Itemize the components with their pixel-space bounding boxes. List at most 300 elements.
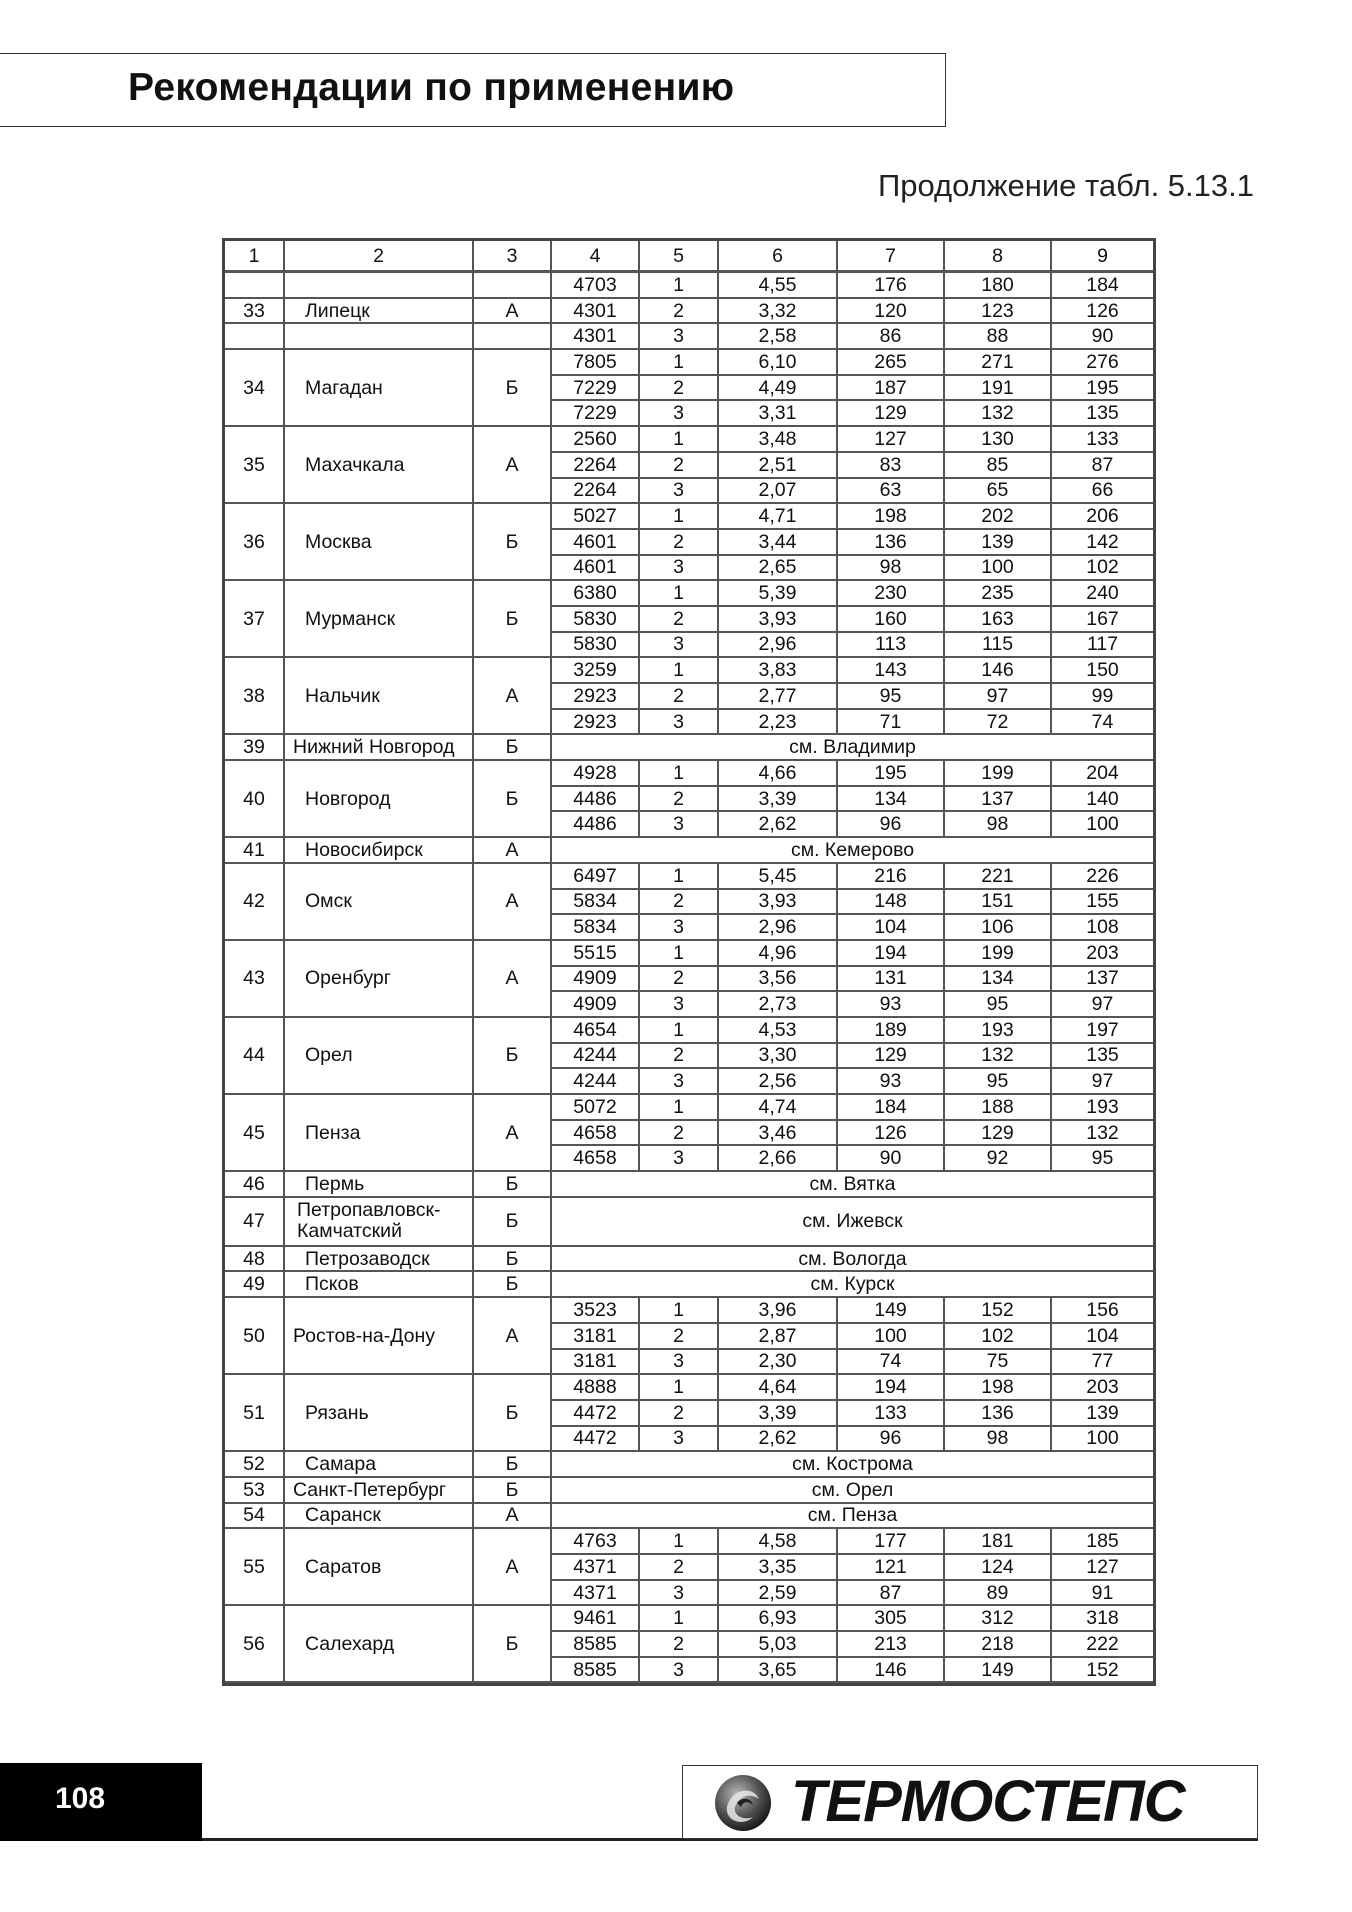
value-cell: 198 (945, 1375, 1052, 1401)
reference-cell: см. Кострома (552, 1452, 1153, 1478)
value-cell: 150 (1052, 658, 1153, 684)
value-cell: 226 (1052, 864, 1153, 890)
value-cell: 184 (838, 1095, 945, 1121)
city-number-cell: 43 (225, 941, 285, 1018)
city-number-cell: 40 (225, 761, 285, 838)
value-cell: 98 (838, 556, 945, 582)
zone-cell: Б (474, 1375, 552, 1452)
value-cell: 83 (838, 453, 945, 479)
city-number-cell: 39 (225, 735, 285, 761)
reference-cell: см. Пенза (552, 1504, 1153, 1530)
value-cell: 8585 (552, 1658, 640, 1684)
city-number-cell: 52 (225, 1452, 285, 1478)
value-cell: 3259 (552, 658, 640, 684)
table-row (225, 504, 1153, 530)
table-row (225, 1606, 1153, 1632)
value-cell: 312 (945, 1606, 1052, 1632)
city-name-cell: Петропавловск-Камчатский (285, 1198, 474, 1247)
value-cell: 1 (640, 1375, 719, 1401)
value-cell: 4301 (552, 299, 640, 325)
city-name-cell: Новгород (285, 761, 474, 838)
city-number-cell (225, 273, 285, 299)
value-cell: 1 (640, 504, 719, 530)
value-cell: 2,77 (719, 684, 838, 710)
value-cell: 5830 (552, 607, 640, 633)
zone-cell: А (474, 658, 552, 735)
value-cell: 4601 (552, 556, 640, 582)
city-number-cell: 41 (225, 838, 285, 864)
value-cell: 97 (1052, 1069, 1153, 1095)
value-cell: 127 (838, 427, 945, 453)
value-cell: 89 (945, 1581, 1052, 1607)
value-cell: 137 (1052, 967, 1153, 993)
value-cell: 1 (640, 1606, 719, 1632)
value-cell: 216 (838, 864, 945, 890)
value-cell: 129 (945, 1121, 1052, 1147)
value-cell: 2 (640, 1555, 719, 1581)
city-name-cell: Омск (285, 864, 474, 941)
city-number-cell: 44 (225, 1018, 285, 1095)
value-cell: 92 (945, 1146, 1052, 1172)
value-cell: 4654 (552, 1018, 640, 1044)
table-row (225, 1504, 1153, 1530)
value-cell: 1 (640, 350, 719, 376)
value-cell: 3 (640, 1069, 719, 1095)
value-cell: 318 (1052, 1606, 1153, 1632)
value-cell: 66 (1052, 479, 1153, 505)
swirl-emblem-icon (713, 1773, 773, 1833)
reference-cell: см. Орел (552, 1478, 1153, 1504)
table-row (225, 1198, 1153, 1247)
value-cell: 2264 (552, 453, 640, 479)
value-cell: 203 (1052, 1375, 1153, 1401)
column-header: 7 (838, 241, 945, 273)
value-cell: 93 (838, 1069, 945, 1095)
city-name-cell: Псков (285, 1272, 474, 1298)
value-cell: 100 (838, 1324, 945, 1350)
value-cell: 176 (838, 273, 945, 299)
value-cell: 4472 (552, 1427, 640, 1453)
value-cell: 126 (1052, 299, 1153, 325)
zone-cell (474, 324, 552, 350)
zone-cell: А (474, 838, 552, 864)
table-row (225, 864, 1153, 890)
zone-cell: А (474, 1504, 552, 1530)
value-cell: 5027 (552, 504, 640, 530)
value-cell: 2 (640, 299, 719, 325)
value-cell: 4658 (552, 1146, 640, 1172)
value-cell: 124 (945, 1555, 1052, 1581)
value-cell: 4703 (552, 273, 640, 299)
city-name-cell: Нижний Новгород (285, 735, 474, 761)
value-cell: 2 (640, 1632, 719, 1658)
value-cell: 95 (838, 684, 945, 710)
value-cell: 5,39 (719, 581, 838, 607)
zone-cell: А (474, 1529, 552, 1606)
value-cell: 4928 (552, 761, 640, 787)
city-number-cell: 33 (225, 299, 285, 325)
column-header: 9 (1052, 241, 1153, 273)
reference-cell: см. Курск (552, 1272, 1153, 1298)
value-cell: 240 (1052, 581, 1153, 607)
value-cell: 1 (640, 427, 719, 453)
value-cell: 134 (945, 967, 1052, 993)
city-name-cell: Махачкала (285, 427, 474, 504)
city-name-cell: Петрозаводск (285, 1247, 474, 1273)
column-header: 5 (640, 241, 719, 273)
value-cell: 193 (1052, 1095, 1153, 1121)
zone-cell: Б (474, 504, 552, 581)
city-name-cell: Санкт-Петербург (285, 1478, 474, 1504)
value-cell: 218 (945, 1632, 1052, 1658)
value-cell: 2 (640, 1044, 719, 1070)
city-number-cell: 47 (225, 1198, 285, 1247)
table-row (225, 1298, 1153, 1324)
value-cell: 148 (838, 890, 945, 916)
value-cell: 3 (640, 1427, 719, 1453)
value-cell: 3,65 (719, 1658, 838, 1684)
value-cell: 4,53 (719, 1018, 838, 1044)
zone-cell: Б (474, 581, 552, 658)
value-cell: 1 (640, 1298, 719, 1324)
value-cell: 120 (838, 299, 945, 325)
value-cell: 194 (838, 1375, 945, 1401)
table-row (225, 581, 1153, 607)
value-cell: 3 (640, 812, 719, 838)
table-row (225, 273, 1153, 299)
value-cell: 2 (640, 607, 719, 633)
value-cell: 199 (945, 941, 1052, 967)
value-cell: 139 (1052, 1401, 1153, 1427)
value-cell: 2,23 (719, 710, 838, 736)
city-name-cell: Рязань (285, 1375, 474, 1452)
value-cell: 194 (838, 941, 945, 967)
value-cell: 7229 (552, 376, 640, 402)
value-cell: 123 (945, 299, 1052, 325)
value-cell: 129 (838, 401, 945, 427)
value-cell: 96 (838, 1427, 945, 1453)
value-cell: 132 (945, 401, 1052, 427)
zone-cell: А (474, 941, 552, 1018)
value-cell: 155 (1052, 890, 1153, 916)
value-cell: 181 (945, 1529, 1052, 1555)
value-cell: 74 (838, 1350, 945, 1376)
value-cell: 222 (1052, 1632, 1153, 1658)
zone-cell: Б (474, 1478, 552, 1504)
zone-cell: Б (474, 761, 552, 838)
value-cell: 2,59 (719, 1581, 838, 1607)
value-cell: 4,74 (719, 1095, 838, 1121)
value-cell: 177 (838, 1529, 945, 1555)
value-cell: 5834 (552, 915, 640, 941)
value-cell: 106 (945, 915, 1052, 941)
value-cell: 108 (1052, 915, 1153, 941)
value-cell: 191 (945, 376, 1052, 402)
city-number-cell: 55 (225, 1529, 285, 1606)
city-name-cell: Саратов (285, 1529, 474, 1606)
city-number-cell: 36 (225, 504, 285, 581)
value-cell: 2 (640, 890, 719, 916)
brand-logo (682, 1765, 1258, 1839)
city-name-cell: Орел (285, 1018, 474, 1095)
city-name-cell: Новосибирск (285, 838, 474, 864)
table-row (225, 1478, 1153, 1504)
value-cell: 1 (640, 864, 719, 890)
city-number-cell: 38 (225, 658, 285, 735)
city-name-cell: Оренбург (285, 941, 474, 1018)
value-cell: 102 (945, 1324, 1052, 1350)
table-row (225, 838, 1153, 864)
value-cell: 143 (838, 658, 945, 684)
value-cell: 5,03 (719, 1632, 838, 1658)
value-cell: 3 (640, 556, 719, 582)
section-header (0, 53, 946, 127)
reference-cell: см. Ижевск (552, 1198, 1153, 1247)
reference-cell: см. Вятка (552, 1172, 1153, 1198)
table-row (225, 1272, 1153, 1298)
value-cell: 213 (838, 1632, 945, 1658)
column-header: 3 (474, 241, 552, 273)
city-name-cell (285, 273, 474, 299)
value-cell: 3 (640, 710, 719, 736)
value-cell: 3,48 (719, 427, 838, 453)
value-cell: 1 (640, 1018, 719, 1044)
value-cell: 221 (945, 864, 1052, 890)
value-cell: 3,31 (719, 401, 838, 427)
city-number-cell: 50 (225, 1298, 285, 1375)
city-name-cell: Пермь (285, 1172, 474, 1198)
zone-cell (474, 273, 552, 299)
value-cell: 7805 (552, 350, 640, 376)
value-cell: 9461 (552, 1606, 640, 1632)
city-number-cell: 35 (225, 427, 285, 504)
value-cell: 2 (640, 967, 719, 993)
table-row (225, 1452, 1153, 1478)
value-cell: 3 (640, 324, 719, 350)
value-cell: 95 (1052, 1146, 1153, 1172)
value-cell: 4,58 (719, 1529, 838, 1555)
reference-cell: см. Вологда (552, 1247, 1153, 1273)
value-cell: 197 (1052, 1018, 1153, 1044)
table-row (225, 1172, 1153, 1198)
value-cell: 135 (1052, 401, 1153, 427)
value-cell: 65 (945, 479, 1052, 505)
value-cell: 5515 (552, 941, 640, 967)
value-cell: 160 (838, 607, 945, 633)
table-header-row (225, 241, 1153, 273)
value-cell: 3 (640, 1350, 719, 1376)
value-cell: 4909 (552, 992, 640, 1018)
value-cell: 132 (1052, 1121, 1153, 1147)
city-name-cell: Салехард (285, 1606, 474, 1683)
value-cell: 149 (945, 1658, 1052, 1684)
value-cell: 96 (838, 812, 945, 838)
value-cell: 2 (640, 530, 719, 556)
value-cell: 102 (1052, 556, 1153, 582)
value-cell: 2,96 (719, 633, 838, 659)
value-cell: 4,66 (719, 761, 838, 787)
value-cell: 1 (640, 1529, 719, 1555)
value-cell: 2,07 (719, 479, 838, 505)
table-row (225, 299, 1153, 325)
column-header: 1 (225, 241, 285, 273)
table-row (225, 1095, 1153, 1121)
page-number-box (0, 1763, 202, 1841)
city-name-cell: Самара (285, 1452, 474, 1478)
value-cell: 2264 (552, 479, 640, 505)
value-cell: 3,96 (719, 1298, 838, 1324)
table-row (225, 1247, 1153, 1273)
value-cell: 167 (1052, 607, 1153, 633)
city-name-cell: Мурманск (285, 581, 474, 658)
zone-cell: Б (474, 1018, 552, 1095)
value-cell: 1 (640, 273, 719, 299)
value-cell: 100 (945, 556, 1052, 582)
value-cell: 146 (838, 1658, 945, 1684)
value-cell: 4,96 (719, 941, 838, 967)
value-cell: 3 (640, 1581, 719, 1607)
value-cell: 139 (945, 530, 1052, 556)
brand-logo-text: ТЕРМОСТЕПС (791, 1769, 1185, 1834)
value-cell: 2,30 (719, 1350, 838, 1376)
city-number-cell: 45 (225, 1095, 285, 1172)
value-cell: 2923 (552, 684, 640, 710)
zone-cell: А (474, 1095, 552, 1172)
value-cell: 2 (640, 1121, 719, 1147)
value-cell: 4,55 (719, 273, 838, 299)
value-cell: 3181 (552, 1324, 640, 1350)
value-cell: 3,39 (719, 1401, 838, 1427)
value-cell: 3,30 (719, 1044, 838, 1070)
city-name-cell: Магадан (285, 350, 474, 427)
value-cell: 2923 (552, 710, 640, 736)
value-cell: 230 (838, 581, 945, 607)
value-cell: 3,56 (719, 967, 838, 993)
value-cell: 133 (1052, 427, 1153, 453)
zone-cell: Б (474, 1198, 552, 1247)
value-cell: 4,49 (719, 376, 838, 402)
value-cell: 3,35 (719, 1555, 838, 1581)
value-cell: 4371 (552, 1555, 640, 1581)
table-row (225, 941, 1153, 967)
value-cell: 3181 (552, 1350, 640, 1376)
value-cell: 4472 (552, 1401, 640, 1427)
value-cell: 2560 (552, 427, 640, 453)
value-cell: 137 (945, 787, 1052, 813)
value-cell: 75 (945, 1350, 1052, 1376)
value-cell: 235 (945, 581, 1052, 607)
value-cell: 156 (1052, 1298, 1153, 1324)
value-cell: 127 (1052, 1555, 1153, 1581)
zone-cell: А (474, 427, 552, 504)
value-cell: 198 (838, 504, 945, 530)
value-cell: 193 (945, 1018, 1052, 1044)
value-cell: 4244 (552, 1069, 640, 1095)
city-name-cell: Москва (285, 504, 474, 581)
value-cell: 86 (838, 324, 945, 350)
value-cell: 100 (1052, 1427, 1153, 1453)
value-cell: 3 (640, 992, 719, 1018)
value-cell: 3 (640, 633, 719, 659)
value-cell: 2,62 (719, 1427, 838, 1453)
city-number-cell: 54 (225, 1504, 285, 1530)
value-cell: 91 (1052, 1581, 1153, 1607)
value-cell: 134 (838, 787, 945, 813)
value-cell: 2 (640, 1324, 719, 1350)
value-cell: 6,93 (719, 1606, 838, 1632)
value-cell: 74 (1052, 710, 1153, 736)
value-cell: 129 (838, 1044, 945, 1070)
value-cell: 1 (640, 1095, 719, 1121)
value-cell: 63 (838, 479, 945, 505)
value-cell: 3 (640, 1146, 719, 1172)
table-row (225, 1375, 1153, 1401)
reference-cell: см. Кемерово (552, 838, 1153, 864)
value-cell: 133 (838, 1401, 945, 1427)
zone-cell: Б (474, 1272, 552, 1298)
city-number-cell: 37 (225, 581, 285, 658)
value-cell: 199 (945, 761, 1052, 787)
value-cell: 2,56 (719, 1069, 838, 1095)
table-row (225, 735, 1153, 761)
reference-cell: см. Владимир (552, 735, 1153, 761)
value-cell: 1 (640, 658, 719, 684)
value-cell: 149 (838, 1298, 945, 1324)
value-cell: 117 (1052, 633, 1153, 659)
value-cell: 136 (945, 1401, 1052, 1427)
value-cell: 146 (945, 658, 1052, 684)
value-cell: 152 (1052, 1658, 1153, 1684)
value-cell: 2,87 (719, 1324, 838, 1350)
value-cell: 97 (1052, 992, 1153, 1018)
value-cell: 2,51 (719, 453, 838, 479)
value-cell: 90 (838, 1146, 945, 1172)
value-cell: 5,45 (719, 864, 838, 890)
value-cell: 3,46 (719, 1121, 838, 1147)
value-cell: 152 (945, 1298, 1052, 1324)
city-number-cell: 51 (225, 1375, 285, 1452)
value-cell: 5830 (552, 633, 640, 659)
value-cell: 187 (838, 376, 945, 402)
value-cell: 180 (945, 273, 1052, 299)
city-number-cell: 49 (225, 1272, 285, 1298)
value-cell: 97 (945, 684, 1052, 710)
page-title: Рекомендации по применению (128, 66, 735, 109)
value-cell: 3 (640, 1658, 719, 1684)
value-cell: 163 (945, 607, 1052, 633)
value-cell: 87 (1052, 453, 1153, 479)
zone-cell: А (474, 1298, 552, 1375)
value-cell: 88 (945, 324, 1052, 350)
value-cell: 1 (640, 941, 719, 967)
value-cell: 7229 (552, 401, 640, 427)
table-row (225, 658, 1153, 684)
value-cell: 2,65 (719, 556, 838, 582)
value-cell: 265 (838, 350, 945, 376)
table-row (225, 427, 1153, 453)
value-cell: 136 (838, 530, 945, 556)
value-cell: 184 (1052, 273, 1153, 299)
city-name-cell (285, 324, 474, 350)
column-header: 6 (719, 241, 838, 273)
value-cell: 3,93 (719, 890, 838, 916)
value-cell: 3,44 (719, 530, 838, 556)
value-cell: 99 (1052, 684, 1153, 710)
value-cell: 71 (838, 710, 945, 736)
value-cell: 93 (838, 992, 945, 1018)
value-cell: 4763 (552, 1529, 640, 1555)
climate-data-table (222, 238, 1156, 1686)
